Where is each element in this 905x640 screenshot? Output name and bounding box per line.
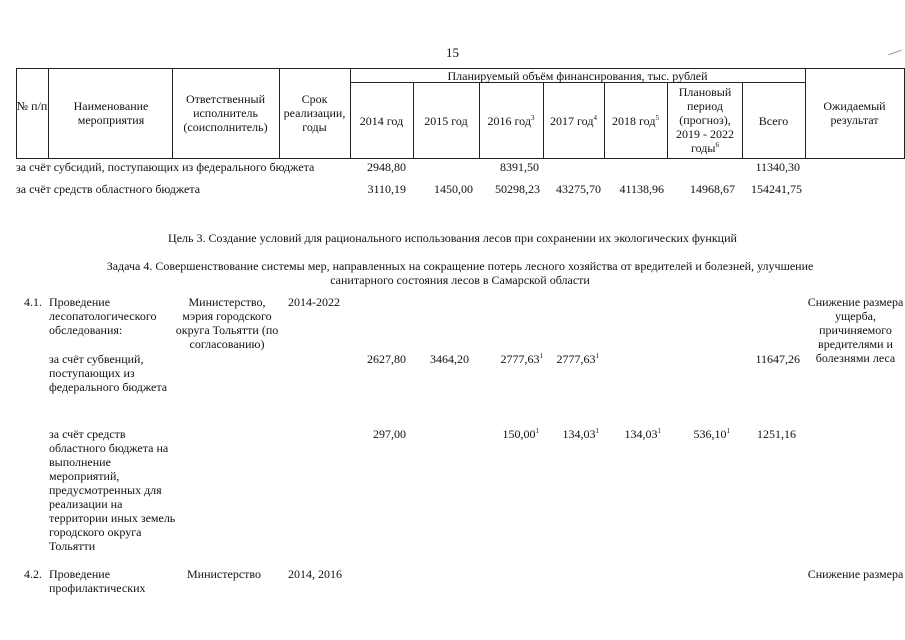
page-number: 15 [446, 45, 459, 60]
header-2017: 2017 год$^4$ [550, 114, 597, 128]
row-regional-2015: 1450,00 [434, 182, 473, 196]
item41-result: Снижение размера ущерба, причиняемого вредителями и болезнями леса [807, 295, 904, 365]
row-federal-2014: 2948,80 [367, 160, 406, 174]
header-total: Всего [758, 114, 789, 128]
item41-sub1-2016: 2777,63$^1$ [500, 352, 543, 366]
header-2018: 2018 год$^5$ [612, 114, 659, 128]
row-regional-2018: 41138,96 [619, 182, 664, 196]
row-regional-2016: 50298,23 [495, 182, 540, 196]
row-federal-total: 11340,30 [755, 160, 800, 174]
item41-sub2-2016: 150,00$^1$ [502, 427, 539, 441]
item42-executor: Министерство [187, 567, 261, 581]
item41-sub2-2018: 134,03$^1$ [624, 427, 661, 441]
header-funding-group: Планируемый объём финансирования, тыс. рублей [447, 69, 708, 83]
task-heading: Задача 4. Совершенствование системы мер, направленных на сокращение потерь лесного хозяйства от вредителей и болезней, улучшение санитарного состояния лесов в Самарской области [106, 259, 814, 287]
item41-sub2-plan: 536,10$^1$ [693, 427, 730, 441]
row-regional-plan: 14968,67 [690, 182, 735, 196]
header-result: Ожидаемый результат [823, 99, 886, 127]
row-regional-2014: 3110,19 [367, 182, 406, 196]
item41-num: 4.1. [24, 295, 42, 309]
row-regional-total: 154241,75 [751, 182, 802, 196]
header-term: Срок реализации, годы [283, 92, 346, 134]
row-federal-label: за счёт субсидий, поступающих из федерального бюджета [16, 160, 315, 174]
header-name: Наименование мероприятия [73, 99, 149, 127]
item41-sub1-2014: 2627,80 [367, 352, 406, 366]
header-num: № п/п [16, 99, 48, 113]
header-2015: 2015 год [424, 114, 468, 128]
item41-executor: Министерство, мэрия городского округа Тольятти (по согласованию) [175, 295, 279, 351]
header-2016: 2016 год$^3$ [487, 114, 535, 128]
item42-term: 2014, 2016 [288, 567, 342, 581]
row-regional-label: за счёт средств областного бюджета [16, 182, 201, 196]
item41-term: 2014-2022 [288, 295, 340, 309]
row-federal-2016: 8391,50 [500, 160, 539, 174]
header-executor: Ответственный исполнитель (соисполнитель) [183, 92, 268, 134]
item41-sub1-label: за счёт субвенций, поступающих из федерального бюджета [49, 352, 168, 394]
header-2014: 2014 год [359, 114, 404, 128]
item42-num: 4.2. [24, 567, 42, 581]
item41-sub2-2014: 297,00 [373, 427, 406, 441]
item41-name: Проведение лесопатологического обследования: [49, 295, 157, 337]
header-plan-period: Плановый период (прогноз), 2019 - 2022 годы$^6$ [676, 85, 734, 155]
item41-sub1-2015: 3464,20 [430, 352, 469, 366]
item41-sub2-2017: 134,03$^1$ [562, 427, 599, 441]
goal-heading: Цель 3. Создание условий для рационального использования лесов при сохранении их экологических функций [168, 231, 737, 245]
item42-result: Снижение размера [807, 567, 904, 581]
item41-sub2-total: 1251,16 [757, 427, 796, 441]
row-regional-2017: 43275,70 [556, 182, 601, 196]
item42-name: Проведение профилактических [49, 567, 146, 595]
item41-sub2-label: за счёт средств областного бюджета на выполнение мероприятий, предусмотренных для реализации на территории иных земель городского округа Тольятти [49, 427, 176, 553]
item41-sub1-total: 11647,26 [755, 352, 800, 366]
item41-sub1-2017: 2777,63$^1$ [556, 352, 599, 366]
